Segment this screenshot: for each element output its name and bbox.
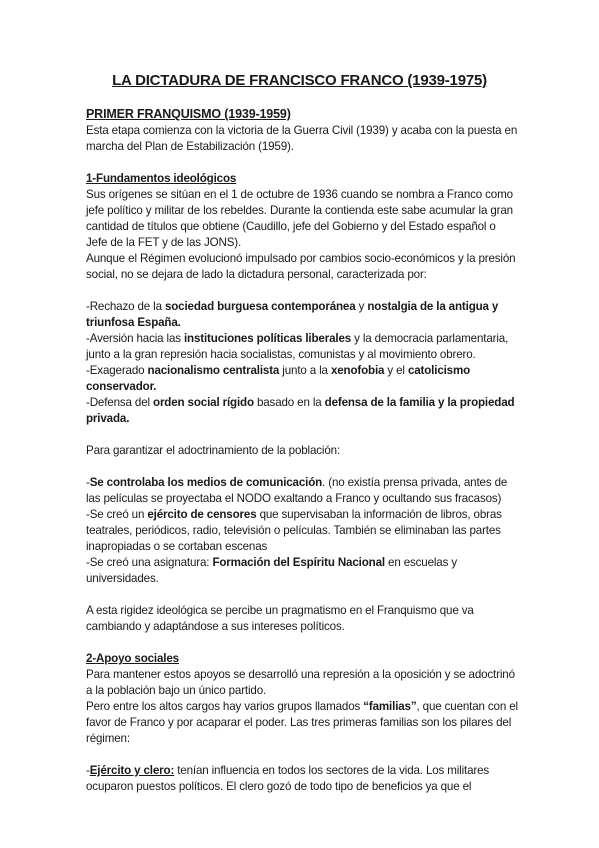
paragraph-origenes: Sus orígenes se sitúan en el 1 de octubre de 1936 cuando se nombra a Franco como jefe político y militar de los rebeldes. Durante la contienda este sabe acumular la gran cantidad de títulos que obtiene (Caudillo, jefe del Gobierno y del Estado español o Jefe de la FET y de las JONS).: [86, 188, 513, 249]
section-heading-primer-franquismo: PRIMER FRANQUISMO (1939-1959): [86, 107, 291, 121]
list-item-ejercito-clero: -Ejército y clero: tenían influencia en todos los sectores de la vida. Los militares ocuparon puestos políticos. El clero gozó de todo tipo de beneficios ya que el: [86, 764, 490, 793]
paragraph-familias: Pero entre los altos cargos hay varios grupos llamados “familias”, que cuentan con el favor de Franco y por acaparar el poder. Las tres primeras familias son los pilares del régimen:: [86, 700, 518, 745]
list-item-medios: -Se controlaba los medios de comunicación. (no existía prensa privada, antes de las películas se proyectaba el NODO exaltando a Franco y ocultando sus fracasos): [86, 476, 508, 505]
subheading-fundamentos: 1-Fundamentos ideológicos: [86, 172, 237, 185]
list-item-censores: -Se creó un ejército de censores que supervisaban la información de libros, obras teatrales, periódicos, radio, televisión o películas. También se eliminaban las partes inapropiadas o se cortaban escenas: [86, 508, 502, 553]
list-item-asignatura: -Se creó una asignatura: Formación del Espíritu Nacional en escuelas y universidades.: [86, 556, 457, 585]
document-title: LA DICTADURA DE FRANCISCO FRANCO (1939-1975): [112, 72, 487, 89]
paragraph-evolucion: Aunque el Régimen evolucionó impulsado por cambios socio-económicos y la presión social, no se dejara de lado la dictadura personal, caracterizada por:: [86, 252, 516, 281]
paragraph-represion: Para mantener estos apoyos se desarrolló una represión a la oposición y se adoctrinó a la población bajo un único partido.: [86, 668, 515, 697]
list-item-aversion: -Aversión hacia las instituciones políticas liberales y la democracia parlamentaria, junto a la gran represión hacia socialistas, comunistas y al movimiento obrero.: [86, 332, 509, 361]
list-item-orden-social: -Defensa del orden social rígido basado en la defensa de la familia y la propiedad privada.: [86, 396, 515, 425]
subheading-apoyos: 2-Apoyo sociales: [86, 652, 179, 665]
paragraph-adoctrinamiento: Para garantizar el adoctrinamiento de la población:: [86, 444, 341, 457]
section-intro: Esta etapa comienza con la victoria de la Guerra Civil (1939) y acaba con la puesta en marcha del Plan de Estabilización (1959).: [86, 124, 518, 153]
list-item-rechazo: -Rechazo de la sociedad burguesa contemporánea y nostalgia de la antigua y triunfosa España.: [86, 300, 499, 329]
paragraph-pragmatismo: A esta rigidez ideológica se percibe un pragmatismo en el Franquismo que va cambiando y adaptándose a sus intereses políticos.: [86, 604, 474, 633]
document-body: [86, 106, 518, 795]
list-item-nacionalismo: -Exagerado nacionalismo centralista junto a la xenofobia y el catolicismo conservador.: [86, 364, 471, 393]
